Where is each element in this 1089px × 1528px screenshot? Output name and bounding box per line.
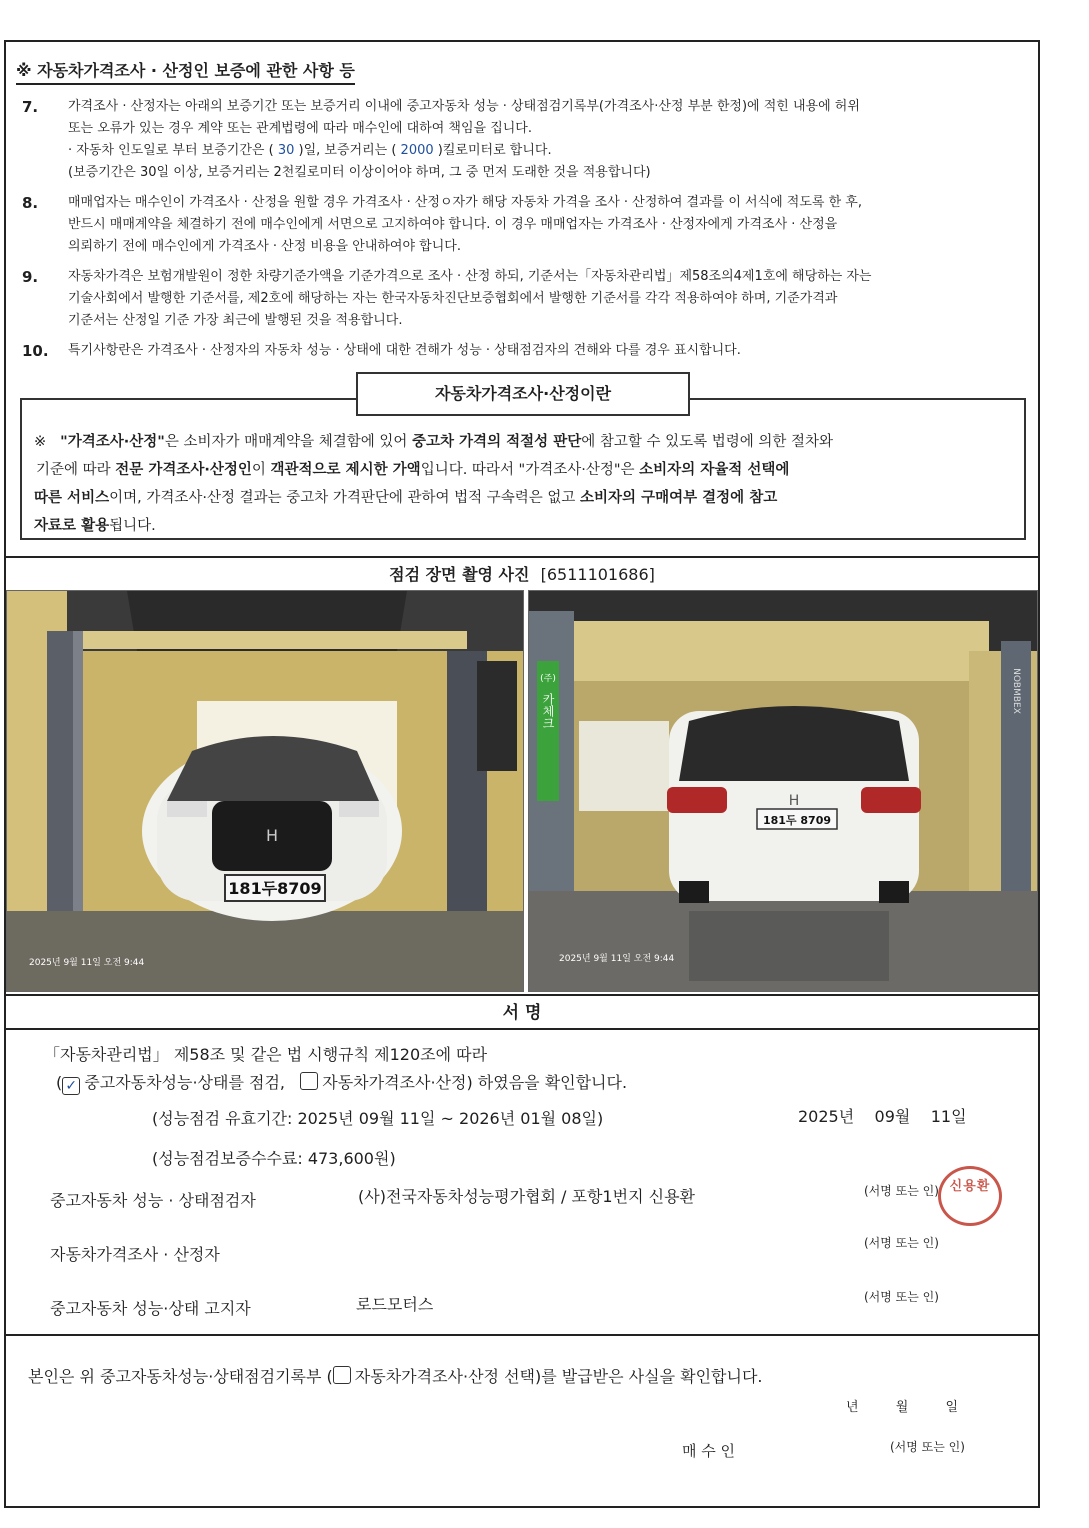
receipt-line: 본인은 위 중고자동차성능·상태점검기록부 ( 자동차가격조사·산정 선택)를 발급받은 사실을 확인합니다. (28, 1367, 763, 1386)
buyer-label: 매 수 인 (682, 1442, 736, 1460)
document-page (4, 40, 1040, 1508)
item-number: 9. (22, 268, 39, 286)
warranty-fee: (성능점검보증수수료: 473,600원) (152, 1149, 396, 1168)
divider (6, 556, 1038, 558)
item-line: 특기사항란은 가격조사 · 산정자의 자동차 성능 · 상태에 대한 견해가 성능 · 상태점검자의 견해와 다를 경우 표시합니다. (68, 343, 741, 358)
item-9 (20, 266, 1030, 334)
item-number: 7. (22, 98, 39, 116)
price-check-checkbox[interactable] (300, 1072, 318, 1090)
validity-period: (성능점검 유효기간: 2025년 09월 11일 ~ 2026년 01월 08일) (152, 1109, 604, 1128)
item-10 (20, 340, 1030, 364)
confirm-line: ( ✓ 중고자동차성능·상태를 점검, 자동차가격조사·산정) 하였음을 확인합니다. (56, 1073, 628, 1094)
buyer-sign: (서명 또는 인) (890, 1440, 965, 1454)
warranty-line: · 자동차 인도일로 부터 보증기간은 ( 30 )일, 보증거리는 ( 2000 )킬로미터로 합니다. (68, 143, 552, 158)
warranty-km: 2000 (400, 143, 434, 158)
rear-plate: 181두 8709 (762, 814, 832, 827)
notifier-sign: (서명 또는 인) (864, 1290, 939, 1304)
item-line: 가격조사 · 산정자는 아래의 보증기간 또는 보증거리 이내에 중고자동차 성능 · 상태점검기록부(가격조사·산정 부분 한정)에 적힌 내용에 허위 (68, 99, 860, 114)
svg-text:H: H (265, 826, 279, 845)
rear-brand-text: NOBMBEX (1011, 668, 1021, 714)
inspector-stamp: 신용환 (938, 1166, 1002, 1226)
notifier-role: 중고자동차 성능·상태 고지자 (50, 1299, 251, 1318)
warranty-note: (보증기간은 30일 이상, 보증거리는 2천킬로미터 이상이어야 하며, 그 중 먼저 도래한 것을 적용합니다) (68, 165, 651, 180)
appraiser-sign: (서명 또는 인) (864, 1236, 939, 1250)
sign-date: 2025년 09월 11일 (798, 1107, 967, 1126)
item-line: 반드시 매매계약을 체결하기 전에 매수인에게 서면으로 고지하여야 합니다. 이 경우 매매업자는 가격조사 · 산정자에게 가격조사 · 산정을 (68, 217, 838, 232)
rear-pillar-text: 카체크 (541, 693, 555, 729)
signature-title: 서 명 (502, 1003, 542, 1023)
divider (6, 1028, 1038, 1030)
inspector-sign: (서명 또는 인) (864, 1184, 939, 1198)
item-line: 의뢰하기 전에 매수인에게 가격조사 · 산정 비용을 안내하여야 합니다. (68, 239, 461, 254)
item-8 (20, 192, 1030, 260)
definition-text: ※ "가격조사·산정"은 소비자가 매매계약을 체결함에 있어 중고차 가격의 적절성 판단에 참고할 수 있도록 법령에 의한 절차와 기준에 따라 전문 가격조사·산정인이 객관적으로 제시한 가액입니다. 따라서 "가격조사·산정"은 소비자의 자율적 선택에 따른 서비스이며, 가격조사·산정 결과는 중고차 가격판단에 관하여 법적 구속력은 없고 소비자의 구매여부 결정에 참고 자료로 활용됩니다. (34, 434, 833, 534)
front-timestamp: 2025년 9월 11일 오전 9:44 (29, 958, 145, 968)
item-number: 10. (22, 342, 49, 360)
appraiser-role: 자동차가격조사 · 산정자 (50, 1245, 220, 1264)
item-line: 자동차가격은 보험개발원이 정한 차량기준가액을 기준가격으로 조사 · 산정 하되, 기준서는「자동차관리법」제58조의4제1호에 해당하는 자는 (68, 269, 872, 284)
inspector-name: (사)전국자동차성능평가협회 / 포항1번지 신용환 (358, 1187, 695, 1206)
front-plate: 181두8709 (228, 879, 322, 898)
rear-photo (528, 590, 1038, 992)
receipt-price-checkbox[interactable] (333, 1366, 351, 1384)
svg-text:H: H (788, 793, 800, 809)
photo-section-title: 점검 장면 촬영 사진 [6511101686] (389, 565, 655, 584)
item-line: 또는 오류가 있는 경우 계약 또는 관계법령에 따라 매수인에 대하여 책임을 집니다. (68, 121, 533, 136)
front-car-illustration (7, 591, 524, 992)
item-line: 기준서는 산정일 기준 가장 최근에 발행된 것을 적용합니다. (68, 313, 403, 328)
warranty-days: 30 (277, 143, 295, 158)
item-7 (20, 96, 1030, 186)
receipt-date: 년 월 일 (846, 1400, 959, 1415)
item-number: 8. (22, 194, 39, 212)
inspector-role: 중고자동차 성능 · 상태점검자 (50, 1191, 256, 1210)
divider (6, 994, 1038, 996)
law-line: 「자동차관리법」 제58조 및 같은 법 시행규칙 제120조에 따라 (44, 1045, 488, 1064)
rear-car-illustration (529, 591, 1038, 992)
svg-text:(주): (주) (540, 674, 556, 684)
rear-timestamp: 2025년 9월 11일 오전 9:44 (559, 954, 675, 964)
performance-check-checkbox[interactable]: ✓ (62, 1077, 80, 1095)
item-line: 기술사회에서 발행한 기준서를, 제2호에 해당하는 자는 한국자동차진단보증협회에서 발행한 기준서를 각각 적용하여야 하며, 기준가격과 (68, 291, 838, 306)
notifier-name: 로드모터스 (356, 1295, 434, 1314)
definition-title: 자동차가격조사·산정이란 (356, 372, 690, 416)
divider (6, 1334, 1038, 1336)
front-photo (6, 590, 524, 992)
item-line: 매매업자는 매수인이 가격조사 · 산정을 원할 경우 가격조사 · 산정ㅇ자가 해당 자동차 가격을 조사 · 산정하여 결과를 이 서식에 적도록 한 후, (68, 195, 862, 210)
section-title: ※ 자동차가격조사 · 산정인 보증에 관한 사항 등 (16, 58, 355, 85)
